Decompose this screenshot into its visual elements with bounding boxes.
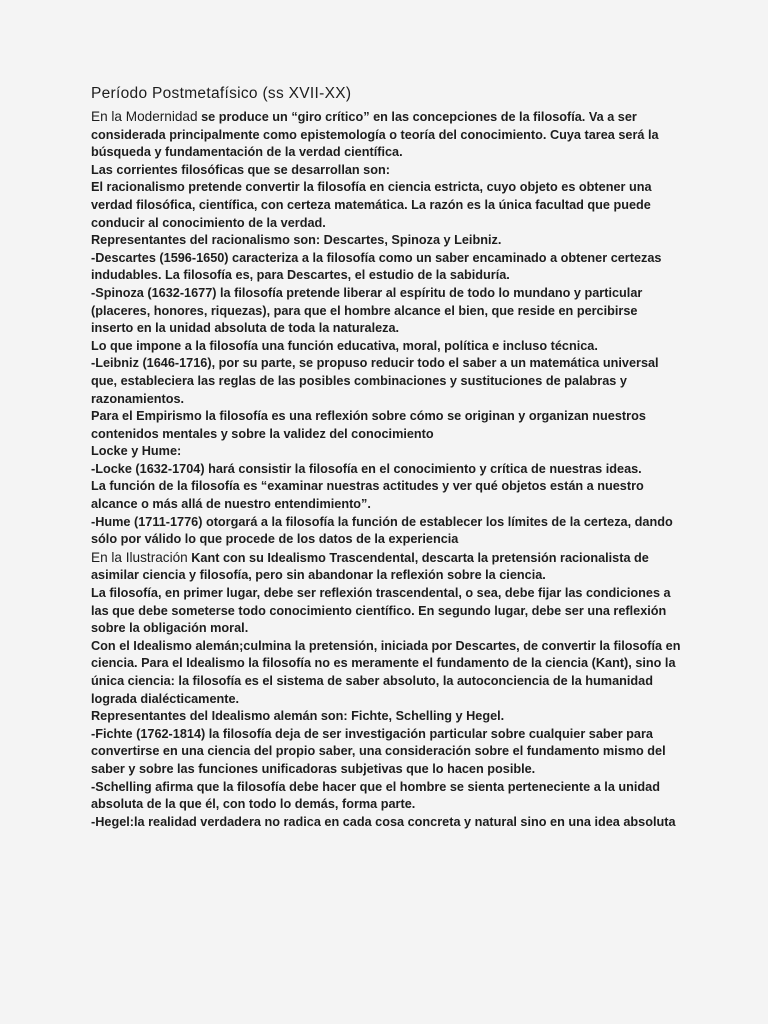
paragraph-modernidad (91, 108, 681, 162)
paragraph-locke: -Locke (1632-1704) hará consistir la filosofía en el conocimiento y crítica de nuestras ideas. (91, 461, 642, 476)
paragraph-hegel: -Hegel:la realidad verdadera no radica en cada cosa concreta y natural sino en una idea absoluta (91, 814, 676, 829)
paragraph-hume: -Hume (1711-1776) otorgará a la filosofía la función de establecer los límites de la certeza, dando sólo por válido lo que procede de los datos de la experiencia (91, 514, 673, 547)
paragraph-corrientes: Las corrientes filosóficas que se desarrollan son: (91, 162, 390, 177)
paragraph-ilustracion (91, 549, 681, 585)
paragraph-lead: En la Ilustración (91, 549, 188, 565)
paragraph-fichte: -Fichte (1762-1814) la filosofía deja de ser investigación particular sobre cualquier saber para convertirse en una ciencia del propio saber, una consideración sobre el fundamento mismo del saber y sobre las funciones unificadoras subjetivas que lo hacen posible. (91, 726, 666, 776)
document-body (91, 108, 681, 831)
paragraph-locke-hume: Locke y Hume: (91, 444, 182, 459)
paragraph-representantes-idealismo: Representantes del Idealismo alemán son: Fichte, Schelling y Hegel. (91, 709, 505, 724)
paragraph-text: se produce un “giro crítico” en las concepciones de la filosofía. Va a ser considerada principalmente como epistemología o teoría del conocimiento. Cuya tarea será la búsqueda y fundamentación de la verdad científica. (91, 110, 659, 160)
paragraph-descartes: -Descartes (1596-1650) caracteriza a la filosofía como un saber encaminado a obtener certezas indudables. La filosofía es, para Descartes, el estudio de la sabiduría. (91, 250, 662, 283)
document-title: Período Postmetafísico (ss XVII-XX) (91, 85, 352, 102)
paragraph-schelling: -Schelling afirma que la filosofía debe hacer que el hombre se sienta perteneciente a la unidad absoluta de la que él, con todo lo demás, forma parte. (91, 779, 660, 812)
paragraph-reflexion-trascendental: La filosofía, en primer lugar, debe ser reflexión trascendental, o sea, debe fijar las condiciones a las que debe someterse todo conocimiento científico. En segundo lugar, debe ser una reflexión sobre la obligación moral. (91, 586, 671, 636)
paragraph-funcion-filosofia: La función de la filosofía es “examinar nuestras actitudes y ver qué objetos están a nuestro alcance o más allá de nuestro entendimiento”. (91, 479, 644, 512)
paragraph-funcion-educativa: Lo que impone a la filosofía una función educativa, moral, política e incluso técnica. (91, 338, 598, 353)
paragraph-representantes-racionalismo: Representantes del racionalismo son: Descartes, Spinoza y Leibniz. (91, 233, 502, 248)
document-page (91, 84, 681, 831)
paragraph-idealismo-aleman: Con el Idealismo alemán;culmina la pretensión, iniciada por Descartes, de convertir la filosofía en ciencia. Para el Idealismo la filosofía no es meramente el fundamento de la ciencia (Kant), sino la única ciencia: la filosofía es el sistema de saber absoluto, la autoconciencia de la humanidad lograda dialécticamente. (91, 638, 681, 706)
paragraph-lead: En la Modernidad (91, 109, 198, 124)
paragraph-spinoza: -Spinoza (1632-1677) la filosofía pretende liberar al espíritu de todo lo mundano y particular (placeres, honores, riquezas), para que el hombre alcance el bien, que reside en percibirse inserto en la unidad absoluta de toda la naturaleza. (91, 285, 643, 336)
paragraph-leibniz: -Leibniz (1646-1716), por su parte, se propuso reducir todo el saber a un matemática universal que, estableciera las reglas de las posibles combinaciones y sustituciones de palabras y razonamientos. (91, 356, 659, 406)
paragraph-racionalismo: El racionalismo pretende convertir la filosofía en ciencia estricta, cuyo objeto es obtener una verdad filosófica, científica, con certeza matemática. La razón es la única facultad que puede conducir al conocimiento de la verdad. (91, 180, 652, 230)
paragraph-empirismo: Para el Empirismo la filosofía es una reflexión sobre cómo se originan y organizan nuestros contenidos mentales y sobre la validez del conocimiento (91, 409, 646, 441)
paragraph-text: Kant con su Idealismo Trascendental, descarta la pretensión racionalista de asimilar ciencia y filosofía, pero sin abandonar la reflexión sobre la ciencia. (91, 550, 649, 583)
